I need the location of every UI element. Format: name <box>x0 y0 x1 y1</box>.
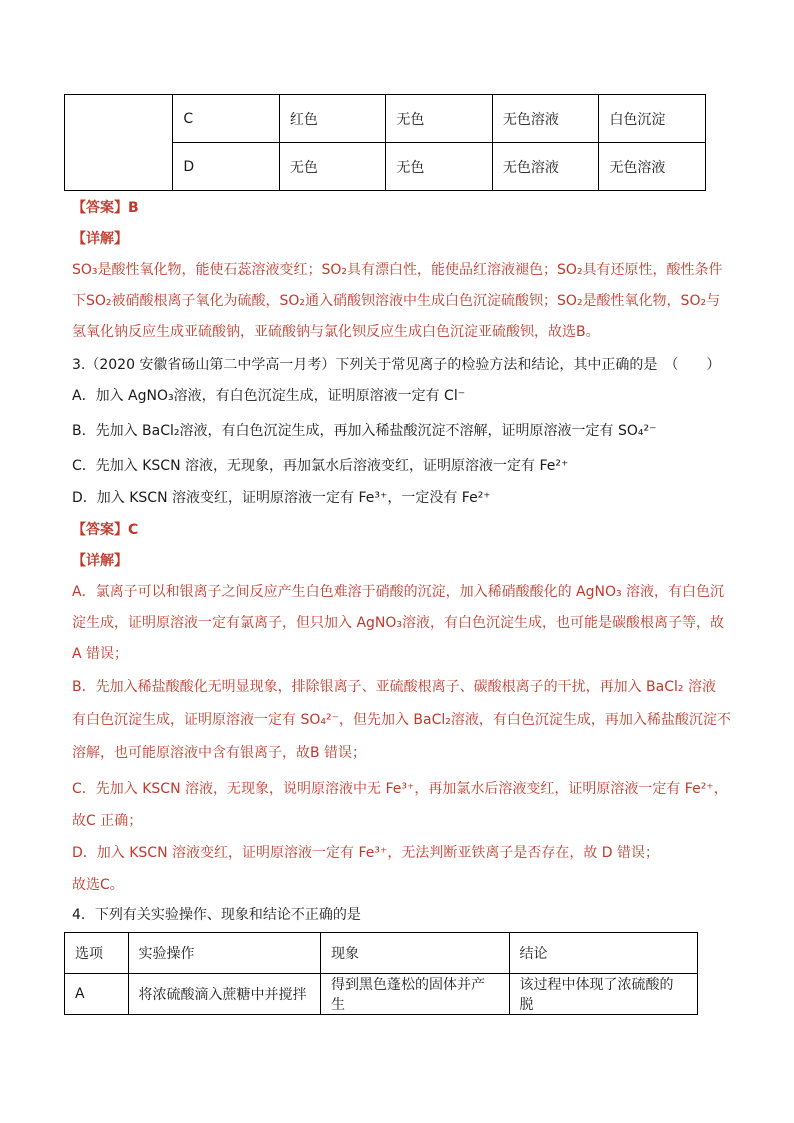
question-stem: 4．下列有关实验操作、现象和结论不正确的是 <box>72 907 361 923</box>
table-cell: A <box>65 974 129 1015</box>
answer-options-table <box>64 94 706 191</box>
detail-line: 氢氧化钠反应生成亚硫酸钠，亚硫酸钠与氯化钡反应生成白色沉淀亚硫酸钡，故选B。 <box>72 324 600 340</box>
detail-line: 淀生成，证明原溶液一定有氯离子，但只加入 AgNO₃溶液，有白色沉淀生成，也可能是碳酸根离子等，故 <box>72 615 725 631</box>
table-header-cell: 结论 <box>509 933 698 974</box>
detail-label: 【详解】 <box>72 231 128 247</box>
answer-label: 【答案】B <box>72 200 139 216</box>
detail-line: D．加入 KSCN 溶液变红，证明原溶液一定有 Fe³⁺，无法判断亚铁离子是否存在，故 D 错误； <box>72 845 660 861</box>
table-header-cell: 现象 <box>321 933 509 974</box>
experiment-table <box>64 932 698 1015</box>
table-cell: 得到黑色蓬松的固体并产生 <box>321 974 509 1015</box>
detail-line: 故C 正确； <box>72 813 143 829</box>
table-cell: 无色 <box>386 143 493 191</box>
table-row <box>65 974 698 1015</box>
table-cell: C <box>173 95 279 143</box>
detail-line: A．氯离子可以和银离子之间反应产生白色难溶于硝酸的沉淀，加入稀硝酸酸化的 AgNO₃ 溶液，有白色沉 <box>72 584 725 600</box>
table-cell: 无色溶液 <box>492 143 599 191</box>
detail-line: A 错误； <box>72 646 129 662</box>
table-cell: D <box>173 143 279 191</box>
detail-line: B．先加入稀盐酸酸化无明显现象，排除银离子、亚硫酸根离子、碳酸根离子的干扰，再加入 BaCl₂ 溶液 <box>72 679 716 695</box>
table-cell: 红色 <box>279 95 386 143</box>
table-header-cell: 选项 <box>65 933 129 974</box>
option-c: C．先加入 KSCN 溶液，无现象，再加氯水后溶液变红，证明原溶液一定有 Fe²⁺ <box>72 458 569 474</box>
table-cell: 白色沉淀 <box>599 95 706 143</box>
detail-line: C．先加入 KSCN 溶液，无现象，说明原溶液中无 Fe³⁺，再加氯水后溶液变红，证明原溶液一定有 Fe²⁺， <box>72 781 728 797</box>
detail-line: 有白色沉淀生成，证明原溶液一定有 SO₄²⁻，但先加入 BaCl₂溶液，有白色沉淀生成，再加入稀盐酸沉淀不 <box>72 712 731 728</box>
option-d: D．加入 KSCN 溶液变红，证明原溶液一定有 Fe³⁺，一定没有 Fe²⁺ <box>72 490 491 506</box>
detail-line: SO₃是酸性氧化物，能使石蕊溶液变红；SO₂具有漂白性，能使品红溶液褪色；SO₂具有还原性，酸性条件 <box>72 262 723 278</box>
table-cell-empty <box>65 95 173 191</box>
table-cell: 将浓硫酸滴入蔗糖中并搅拌 <box>128 974 321 1015</box>
table-cell: 无色溶液 <box>599 143 706 191</box>
option-a: A．加入 AgNO₃溶液，有白色沉淀生成，证明原溶液一定有 Cl⁻ <box>72 388 466 404</box>
answer-label: 【答案】C <box>72 522 139 538</box>
question-stem: 3.（2020 安徽省砀山第二中学高一月考）下列关于常见离子的检验方法和结论，其中正确的是 （ ） <box>72 357 721 373</box>
detail-line: 故选C。 <box>72 877 124 893</box>
table-header-row <box>65 933 698 974</box>
table-cell: 该过程中体现了浓硫酸的脱 <box>509 974 698 1015</box>
detail-line: 下SO₂被硝酸根离子氧化为硫酸，SO₂通入硝酸钡溶液中生成白色沉淀硫酸钡；SO₂是酸性氧化物，SO₂与 <box>72 293 721 309</box>
table-cell: 无色 <box>386 95 493 143</box>
table-header-cell: 实验操作 <box>128 933 321 974</box>
table-cell: 无色溶液 <box>492 95 599 143</box>
table-row <box>65 95 706 143</box>
detail-line: 溶解，也可能原溶液中含有银离子，故B 错误； <box>72 745 367 761</box>
detail-label: 【详解】 <box>72 553 128 569</box>
table-cell: 无色 <box>279 143 386 191</box>
option-b: B．先加入 BaCl₂溶液，有白色沉淀生成，再加入稀盐酸沉淀不溶解，证明原溶液一定有 SO₄²⁻ <box>72 423 657 439</box>
